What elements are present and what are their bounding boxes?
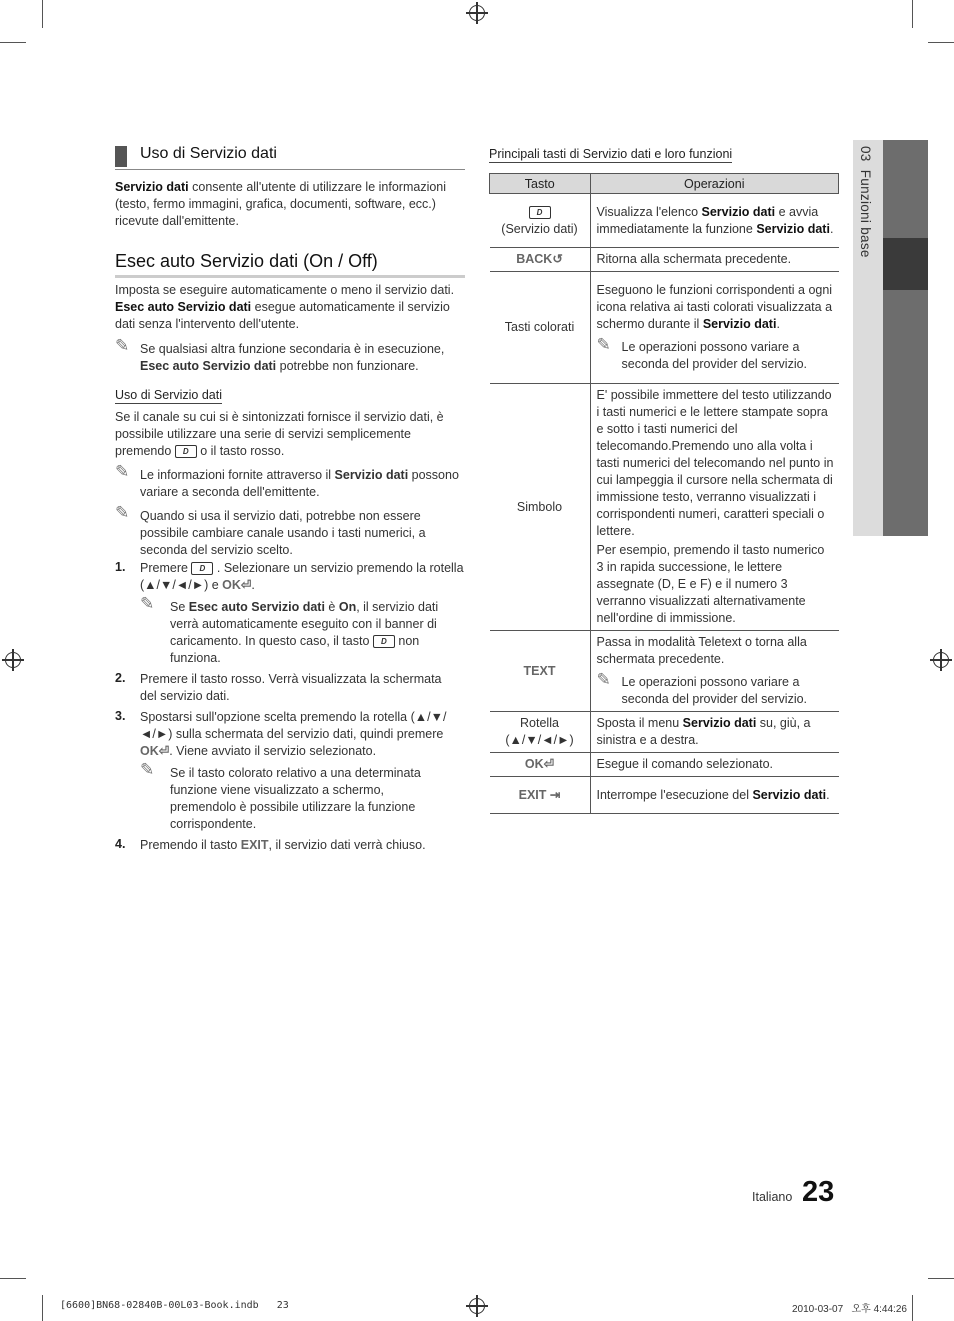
text: E' possibile immettere del testo utilizzando i tasti numerici e le lettere stampate sopra e sotto i tasti numerici del telecomando.Premendo uno alla volta i tasti numerici del telecomando nel punto in cui lampeggia il cursore nella schermata di immissione testo, verranno visualizzati i corrispondenti numeri, caratteri speciali o lettere. — [596, 388, 834, 538]
ok-key: OK — [222, 578, 241, 592]
note — [140, 467, 465, 501]
enter-icon: ⏎ — [158, 744, 170, 758]
key-cell — [490, 712, 591, 753]
note: Quando si usa il servizio dati, potrebbe non essere possibile cambiare canale usando i tasti numerici, a seconda del servizio scelto. — [140, 509, 426, 557]
crop-mark — [928, 42, 954, 43]
bold-term: Servizio dati — [701, 204, 776, 219]
crop-mark — [912, 1295, 913, 1321]
exit-key: EXIT — [518, 787, 547, 802]
text: . Viene avviato il servizio selezionato. — [169, 744, 377, 758]
text: Premendo il tasto — [140, 838, 241, 852]
chapter-label — [858, 146, 873, 258]
text: potrebbe non funzionare. — [276, 359, 419, 373]
note-pencil-icon: ✎ — [115, 336, 130, 355]
key-label: Rotella — [520, 716, 559, 730]
step-text — [140, 837, 465, 854]
exit-icon: ⇥ — [549, 787, 561, 802]
print-timestamp: 2010-03-07 오후 4:44:26 — [792, 1304, 907, 1315]
ok-key: OK — [140, 744, 159, 758]
column-header: Operazioni — [590, 174, 839, 194]
note — [140, 341, 465, 375]
chapter-number: 03 — [858, 146, 873, 162]
table-row — [490, 631, 839, 712]
step-number: 2. — [115, 671, 126, 685]
key-label: (Servizio dati) — [501, 221, 578, 236]
text: . Selezionare un servizio premendo la rotella (▲/▼/◄/►) e — [140, 561, 464, 592]
text: esegue automaticamente il servizio dati senza l'intervento dell'utente. — [115, 300, 450, 331]
operation-cell — [590, 777, 839, 814]
table-row — [490, 248, 839, 272]
bold-term: Esec auto Servizio dati — [115, 300, 252, 314]
text: non funziona. — [170, 634, 420, 665]
registration-mark-icon — [5, 652, 21, 668]
table-header-row — [490, 174, 839, 194]
text: consente all'utente di utilizzare le informazioni (testo, fermo immagini, grafica, documenti, software, ecc.) ricevute dall'emittente. — [115, 180, 447, 228]
note-pencil-icon: ✎ — [140, 594, 155, 613]
text: Spostarsi sull'opzione scelta premendo la rotella (▲/▼/◄/►) sulla schermata del servizio dati, quindi premere — [140, 710, 447, 741]
back-icon: ↺ — [552, 252, 563, 266]
page-number: 23 — [802, 1176, 835, 1208]
bold-term: Servizio dati — [752, 787, 827, 802]
operation-cell — [590, 384, 839, 631]
back-key: BACK — [516, 252, 553, 266]
key-cell — [490, 248, 591, 272]
text-key: TEXT — [523, 663, 556, 678]
note: Se il tasto colorato relativo a una determinata funzione viene visualizzato a schermo, premendolo è possibile utilizzare la funzione corrispondente. — [170, 766, 421, 831]
key-cell — [490, 194, 591, 248]
key-cell: Tasti colorati — [490, 272, 591, 384]
text: Le operazioni possono variare a seconda del provider del servizio. — [621, 340, 808, 371]
text: Passa in modalità Teletext o torna alla schermata precedente. — [596, 635, 807, 666]
ok-key: OK — [524, 757, 544, 771]
crop-mark — [912, 0, 913, 28]
chapter-tab-active-band — [883, 238, 928, 290]
chapter-tab-band — [883, 290, 928, 536]
crop-mark — [0, 1278, 26, 1279]
usage-paragraph — [115, 409, 450, 460]
exit-key: EXIT — [240, 838, 269, 852]
key-cell — [490, 631, 591, 712]
text: o il tasto rosso. — [196, 444, 285, 458]
note-pencil-icon: ✎ — [115, 462, 130, 481]
text: Visualizza l'elenco — [596, 204, 702, 219]
table-row — [490, 777, 839, 814]
text: . — [826, 787, 830, 802]
text: Sposta il menu — [596, 716, 683, 730]
step-text — [140, 709, 455, 760]
bold-term: Servizio dati — [115, 180, 189, 194]
bold-term: Esec auto Servizio dati — [188, 600, 325, 614]
auto-paragraph — [115, 282, 467, 333]
text: Per esempio, premendo il tasto numerico 3 in rapida successione, le lettere assegnate (D, E e F) e il numero 3 verranno visualizzati alternativamente nell'ordine di immissione. — [596, 543, 825, 625]
table-row — [490, 712, 839, 753]
column-header: Tasto — [490, 174, 591, 194]
text: Premere — [140, 561, 192, 575]
note — [596, 335, 834, 373]
table-caption-text: Principali tasti di Servizio dati e loro funzioni — [489, 147, 733, 161]
step-number: 1. — [115, 560, 126, 574]
operation-cell: Esegue il comando selezionato. — [590, 753, 839, 777]
data-service-key-icon: D — [191, 562, 213, 575]
text: possono variare a seconda dell'emittente. — [140, 468, 459, 499]
step-text: Premere il tasto rosso. Verrà visualizzata la schermata del servizio dati. — [140, 672, 442, 703]
note — [170, 599, 455, 667]
text: Se qualsiasi altra funzione secondaria è in esecuzione, — [140, 342, 445, 356]
subheading-text: Uso di Servizio dati — [115, 388, 222, 402]
enter-icon: ⏎ — [543, 757, 555, 771]
bold-term: Esec auto Servizio dati — [140, 359, 277, 373]
text: Se il canale su cui si è sintonizzati fornisce il servizio dati, è possibile utilizzare una serie di servizi semplicemente premendo — [115, 410, 444, 458]
keys-table — [489, 173, 839, 814]
text: . — [829, 221, 834, 236]
subheading — [115, 386, 222, 404]
operation-cell: Ritorna alla schermata precedente. — [590, 248, 839, 272]
crop-mark — [0, 42, 26, 43]
crop-mark — [42, 0, 43, 28]
note-pencil-icon: ✎ — [140, 760, 155, 779]
step-text — [140, 560, 465, 594]
crop-mark — [42, 1295, 43, 1321]
operation-cell — [590, 631, 839, 712]
operation-cell — [590, 712, 839, 753]
print-file-info: [6600]BN68-02840B-00L03-Book.indb 23 — [60, 1300, 289, 1311]
registration-mark-icon — [469, 5, 485, 21]
registration-mark-icon — [469, 1298, 485, 1314]
step-number: 3. — [115, 709, 126, 723]
key-cell — [490, 777, 591, 814]
bold-term: Servizio dati — [756, 221, 830, 236]
note — [596, 670, 834, 708]
section-title: Uso di Servizio dati — [140, 145, 277, 162]
chapter-title: Funzioni base — [858, 169, 873, 258]
data-service-key-icon: D — [175, 445, 197, 458]
note-pencil-icon: ✎ — [115, 503, 130, 522]
text: Le operazioni possono variare a seconda del provider del servizio. — [621, 675, 808, 706]
text: Imposta se eseguire automaticamente o meno il servizio dati. — [115, 283, 455, 297]
table-caption — [489, 145, 732, 163]
crop-mark — [928, 1278, 954, 1279]
text: . — [251, 578, 255, 592]
text: Eseguono le funzioni corrispondenti a ogni icona relativa ai tasti colorati visualizzata a schermo durante il — [596, 283, 833, 331]
text: , il servizio dati verrà automaticamente eseguito con il banner di caricamento. In questo caso, il tasto — [170, 600, 439, 648]
bold-term: On — [338, 600, 357, 614]
step-number: 4. — [115, 837, 126, 851]
note-pencil-icon: ✎ — [596, 670, 611, 689]
registration-mark-icon — [933, 652, 949, 668]
language-label: Italiano — [752, 1190, 793, 1204]
operation-cell — [590, 194, 839, 248]
heading-bar — [115, 146, 127, 167]
key-cell — [490, 753, 591, 777]
text: Interrompe l'esecuzione del — [596, 787, 753, 802]
operation-cell — [590, 272, 839, 384]
table-row — [490, 753, 839, 777]
table-row — [490, 384, 839, 631]
text: è — [324, 600, 339, 614]
table-row — [490, 272, 839, 384]
key-label: (▲/▼/◄/►) — [505, 733, 574, 747]
section-heading — [115, 145, 465, 170]
bold-term: Servizio dati — [334, 468, 409, 482]
note-pencil-icon: ✎ — [596, 335, 611, 354]
text: Le informazioni fornite attraverso il — [140, 468, 335, 482]
text: . — [776, 317, 780, 331]
text: e avvia immediatamente la funzione — [596, 204, 819, 236]
page-heading: Esec auto Servizio dati (On / Off) — [115, 251, 465, 278]
text: su, giù, a sinistra e a destra. — [596, 716, 811, 747]
text: Se — [170, 600, 189, 614]
key-cell: Simbolo — [490, 384, 591, 631]
text: , il servizio dati verrà chiuso. — [268, 838, 426, 852]
data-service-key-icon: D — [529, 206, 551, 219]
table-row — [490, 194, 839, 248]
bold-term: Servizio dati — [682, 716, 757, 730]
data-service-key-icon: D — [373, 635, 395, 648]
bold-term: Servizio dati — [702, 317, 777, 331]
enter-icon: ⏎ — [240, 578, 252, 592]
chapter-tab-band — [883, 140, 928, 238]
intro-paragraph — [115, 179, 467, 230]
